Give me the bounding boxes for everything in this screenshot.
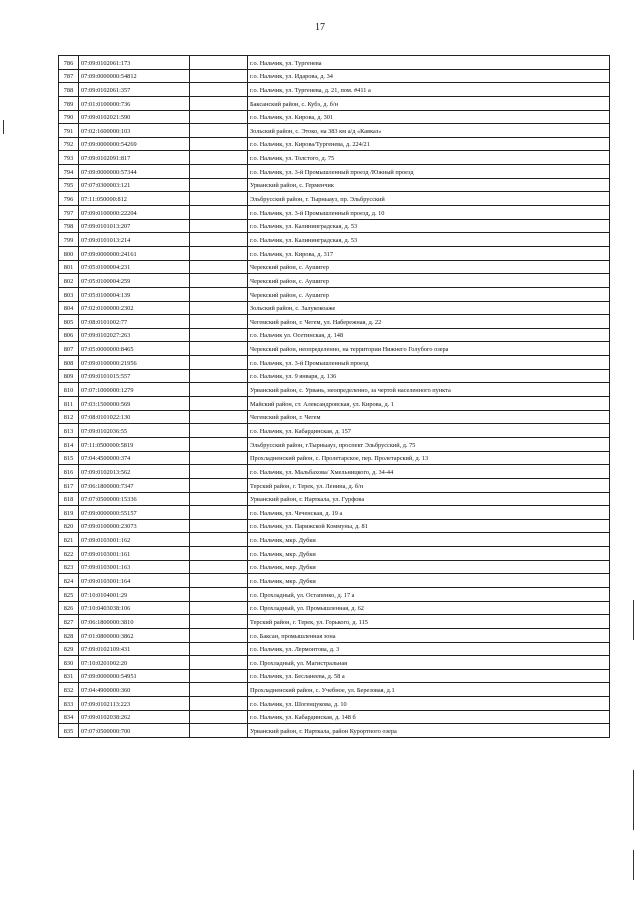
row-number: 834: [59, 710, 79, 724]
row-number: 830: [59, 656, 79, 670]
empty-cell: [190, 397, 248, 411]
table-row: [59, 260, 610, 274]
row-number: 832: [59, 683, 79, 697]
row-number: 800: [59, 246, 79, 260]
table-row: [59, 492, 610, 506]
table-row: [59, 574, 610, 588]
empty-cell: [190, 478, 248, 492]
empty-cell: [190, 301, 248, 315]
empty-cell: [190, 165, 248, 179]
table-row: [59, 124, 610, 138]
cadastral-number: 07:04:4900000:360: [79, 683, 190, 697]
table-row: [59, 274, 610, 288]
cadastral-number: 07:09:0102021:590: [79, 110, 190, 124]
table-row: [59, 219, 610, 233]
address: г.о. Баксан, промышленная зона: [248, 628, 610, 642]
row-number: 794: [59, 165, 79, 179]
cadastral-number: 07:09:0102038:262: [79, 710, 190, 724]
table-row: [59, 301, 610, 315]
address: г.о. Нальчик, ул. 3-й Промышленный проезд /Южный проезд: [248, 165, 610, 179]
cadastral-number: 07:09:0102109:431: [79, 642, 190, 656]
cadastral-number: 07:06:1800000:7347: [79, 478, 190, 492]
address: г.о. Прохладный, ул. Промышленная, д. 62: [248, 601, 610, 615]
address: г.о. Нальчик, ул. Лермонтова, д. 3: [248, 642, 610, 656]
empty-cell: [190, 710, 248, 724]
row-number: 813: [59, 424, 79, 438]
empty-cell: [190, 656, 248, 670]
address: г.о. Нальчик, ул. Идарова, д. 34: [248, 69, 610, 83]
address: г.о. Нальчик, ул. 3-й Промышленный проезд: [248, 356, 610, 370]
cadastral-number: 07:06:1800000:3810: [79, 615, 190, 629]
cadastral-number: 07:08:0101002:77: [79, 315, 190, 329]
row-number: 790: [59, 110, 79, 124]
row-number: 822: [59, 547, 79, 561]
empty-cell: [190, 287, 248, 301]
table-row: [59, 69, 610, 83]
empty-cell: [190, 315, 248, 329]
page-number: 17: [315, 22, 325, 33]
empty-cell: [190, 233, 248, 247]
row-number: 831: [59, 669, 79, 683]
row-number: 825: [59, 587, 79, 601]
address: г.о. Нальчик, ул. 9 января, д. 136: [248, 369, 610, 383]
row-number: 791: [59, 124, 79, 138]
address: Прохладненский район, с. Пролетарское, пер. Пролетарский, д. 13: [248, 451, 610, 465]
table-row: [59, 56, 610, 70]
row-number: 814: [59, 437, 79, 451]
cadastral-number: 07:09:0103001:162: [79, 533, 190, 547]
address: г.о. Нальчик ул. Осетинская, д. 148: [248, 328, 610, 342]
table-row: [59, 165, 610, 179]
margin-mark: [633, 770, 634, 830]
empty-cell: [190, 192, 248, 206]
row-number: 833: [59, 697, 79, 711]
address: Черекский район, неопределенно, на территории Нижнего Голубого озера: [248, 342, 610, 356]
empty-cell: [190, 465, 248, 479]
empty-cell: [190, 492, 248, 506]
row-number: 815: [59, 451, 79, 465]
cadastral-number: 07:10:0201002:20: [79, 656, 190, 670]
cadastral-number: 07:05:0000000:8465: [79, 342, 190, 356]
address: г.о. Прохладный, ул. Магистральная: [248, 656, 610, 670]
table-row: [59, 519, 610, 533]
table-row: [59, 287, 610, 301]
empty-cell: [190, 519, 248, 533]
cadastral-number: 07:09:0103001:161: [79, 547, 190, 561]
table-row: [59, 465, 610, 479]
table-row: [59, 356, 610, 370]
table-row: [59, 697, 610, 711]
row-number: 826: [59, 601, 79, 615]
address: г.о. Нальчик, мкр. Дубки: [248, 560, 610, 574]
cadastral-number: 07:03:1500000:569: [79, 397, 190, 411]
cadastral-number: 07:11:0500000:5819: [79, 437, 190, 451]
address: г.о. Нальчик, ул. Толстого, д. 75: [248, 151, 610, 165]
address: г.о. Нальчик, ул. Шогенцукова, д. 10: [248, 697, 610, 711]
address: Баксанский район, с. Кубэ, д. б/н: [248, 96, 610, 110]
table-row: [59, 451, 610, 465]
cadastral-number: 07:09:0103001:164: [79, 574, 190, 588]
empty-cell: [190, 328, 248, 342]
empty-cell: [190, 451, 248, 465]
table-row: [59, 233, 610, 247]
empty-cell: [190, 110, 248, 124]
row-number: 796: [59, 192, 79, 206]
address: г.о. Нальчик, ул. Тургенева, д. 21, пом. #411 а: [248, 83, 610, 97]
cadastral-number: 07:09:0000000:54269: [79, 137, 190, 151]
table-row: [59, 246, 610, 260]
cadastral-number: 07:09:0100000:22204: [79, 206, 190, 220]
address: Урванский район, с. Герменчик: [248, 178, 610, 192]
table-row: [59, 642, 610, 656]
cadastral-number: 07:07:1000000:1279: [79, 383, 190, 397]
address: г.о. Нальчик, ул. Бесланеева, д. 58 а: [248, 669, 610, 683]
address: г.о. Нальчик, мкр. Дубки: [248, 533, 610, 547]
address: Чегемский район, г. Чегем: [248, 410, 610, 424]
empty-cell: [190, 69, 248, 83]
cadastral-number: 07:09:0102113:223: [79, 697, 190, 711]
cadastral-number: 07:11:050000:812: [79, 192, 190, 206]
row-number: 806: [59, 328, 79, 342]
table-row: [59, 110, 610, 124]
empty-cell: [190, 206, 248, 220]
address: г.о. Нальчик, ул. 3-й Промышленный проезд, д. 10: [248, 206, 610, 220]
empty-cell: [190, 96, 248, 110]
address: Чегемский район, г. Чегем, ул. Набережная, д. 22: [248, 315, 610, 329]
empty-cell: [190, 574, 248, 588]
cadastral-number: 07:09:0000000:54951: [79, 669, 190, 683]
table-row: [59, 587, 610, 601]
row-number: 812: [59, 410, 79, 424]
cadastral-number: 07:09:0102027:263: [79, 328, 190, 342]
table-row: [59, 151, 610, 165]
address: г.о. Нальчик, ул. Кабардинская, д. 157: [248, 424, 610, 438]
row-number: 829: [59, 642, 79, 656]
empty-cell: [190, 724, 248, 738]
row-number: 818: [59, 492, 79, 506]
address: Черекский район, с. Аушигер: [248, 287, 610, 301]
empty-cell: [190, 683, 248, 697]
cadastral-number: 07:09:0102091:817: [79, 151, 190, 165]
cadastral-number: 07:09:0101013:207: [79, 219, 190, 233]
table-row: [59, 710, 610, 724]
row-number: 824: [59, 574, 79, 588]
address: г.о. Прохладный, ул. Остапенко, д. 17 а: [248, 587, 610, 601]
address: г.о. Нальчик, ул. Тургенева: [248, 56, 610, 70]
address: г.о. Нальчик, ул. Кабардинская, д. 148 б: [248, 710, 610, 724]
address: Черекский район, с. Аушигер: [248, 260, 610, 274]
table-row: [59, 397, 610, 411]
empty-cell: [190, 56, 248, 70]
table-row: [59, 328, 610, 342]
row-number: 803: [59, 287, 79, 301]
row-number: 805: [59, 315, 79, 329]
address: Урванский район, г. Нарткала, район Курортного озера: [248, 724, 610, 738]
empty-cell: [190, 178, 248, 192]
cadastral-number: 07:10:0104001:29: [79, 587, 190, 601]
table-row: [59, 560, 610, 574]
cadastral-number: 07:09:0101015:557: [79, 369, 190, 383]
row-number: 808: [59, 356, 79, 370]
empty-cell: [190, 533, 248, 547]
row-number: 786: [59, 56, 79, 70]
empty-cell: [190, 246, 248, 260]
empty-cell: [190, 342, 248, 356]
address: Терский район, г. Терек, ул. Горького, д. 115: [248, 615, 610, 629]
cadastral-number: 07:09:0103001:163: [79, 560, 190, 574]
table-row: [59, 383, 610, 397]
cadastral-number: 07:09:0100000:23073: [79, 519, 190, 533]
empty-cell: [190, 356, 248, 370]
address: Эльбрусский район, г. Тырныауз, пр. Эльбрусский: [248, 192, 610, 206]
cadastral-number: 07:09:0101013:214: [79, 233, 190, 247]
cadastral-number: 07:09:0102013:562: [79, 465, 190, 479]
address: Зольский район, с. Залукокоаже: [248, 301, 610, 315]
row-number: 823: [59, 560, 79, 574]
address: г.о. Нальчик, ул. Чеченская, д. 19 а: [248, 506, 610, 520]
table-row: [59, 206, 610, 220]
table-row: [59, 601, 610, 615]
row-number: 816: [59, 465, 79, 479]
empty-cell: [190, 410, 248, 424]
empty-cell: [190, 560, 248, 574]
cadastral-number: 07:05:0100004:139: [79, 287, 190, 301]
row-number: 835: [59, 724, 79, 738]
empty-cell: [190, 697, 248, 711]
empty-cell: [190, 369, 248, 383]
address: г.о. Нальчик, ул. Калининградская, д. 53: [248, 233, 610, 247]
empty-cell: [190, 437, 248, 451]
cadastral-number: 07:05:0100004:259: [79, 274, 190, 288]
cadastral-number: 07:09:0000000:57344: [79, 165, 190, 179]
address: Терский район, г. Терек, ул. Ленина, д. б/н: [248, 478, 610, 492]
table-row: [59, 424, 610, 438]
row-number: 799: [59, 233, 79, 247]
empty-cell: [190, 615, 248, 629]
address: Урванский район, г. Нарткала, ул. Гурфова: [248, 492, 610, 506]
table-row: [59, 533, 610, 547]
table-row: [59, 369, 610, 383]
address: Майский район, ст. Александровская, ул. Кирова, д. 1: [248, 397, 610, 411]
empty-cell: [190, 506, 248, 520]
cadastral-number: 07:04:4500000:374: [79, 451, 190, 465]
row-number: 793: [59, 151, 79, 165]
cadastral-number: 07:07:0300003:121: [79, 178, 190, 192]
address: г.о. Нальчик, ул. Мальбахова/ Хмельницкого, д. 34-44: [248, 465, 610, 479]
row-number: 817: [59, 478, 79, 492]
table-row: [59, 96, 610, 110]
row-number: 798: [59, 219, 79, 233]
cadastral-number: 07:01:0800000:3862: [79, 628, 190, 642]
address: г.о. Нальчик, ул. Парижской Коммуны, д. 81: [248, 519, 610, 533]
empty-cell: [190, 260, 248, 274]
address: г.о. Нальчик, ул. Кирова, д. 301: [248, 110, 610, 124]
address: г.о. Нальчик, мкр. Дубки: [248, 547, 610, 561]
cadastral-number: 07:09:0102036:55: [79, 424, 190, 438]
empty-cell: [190, 274, 248, 288]
row-number: 792: [59, 137, 79, 151]
empty-cell: [190, 547, 248, 561]
row-number: 820: [59, 519, 79, 533]
table-row: [59, 342, 610, 356]
table-row: [59, 656, 610, 670]
address: г.о. Нальчик, ул. Калининградская, д. 53: [248, 219, 610, 233]
cadastral-number: 07:05:0100004:231: [79, 260, 190, 274]
cadastral-number: 07:09:0000000:24161: [79, 246, 190, 260]
table-row: [59, 478, 610, 492]
table-row: [59, 315, 610, 329]
row-number: 801: [59, 260, 79, 274]
table-row: [59, 437, 610, 451]
address: г.о. Нальчик, ул. Кирова/Тургенева, д. 224/21: [248, 137, 610, 151]
empty-cell: [190, 383, 248, 397]
cadastral-number: 07:10:0403038:106: [79, 601, 190, 615]
empty-cell: [190, 642, 248, 656]
row-number: 811: [59, 397, 79, 411]
table-row: [59, 683, 610, 697]
empty-cell: [190, 83, 248, 97]
table-row: [59, 628, 610, 642]
registry-rows: [59, 56, 610, 738]
empty-cell: [190, 424, 248, 438]
cadastral-number: 07:02:1600000:103: [79, 124, 190, 138]
address: Урванский район, с. Урвань, неопределенно, за чертой населенного пункта: [248, 383, 610, 397]
row-number: 827: [59, 615, 79, 629]
row-number: 788: [59, 83, 79, 97]
cadastral-number: 07:09:0000000:54812: [79, 69, 190, 83]
cadastral-number: 07:09:0000000:55157: [79, 506, 190, 520]
table-row: [59, 506, 610, 520]
table-row: [59, 192, 610, 206]
row-number: 795: [59, 178, 79, 192]
empty-cell: [190, 151, 248, 165]
row-number: 789: [59, 96, 79, 110]
address: г.о. Нальчик, мкр. Дубки: [248, 574, 610, 588]
cadastral-number: 07:07:0500000:15336: [79, 492, 190, 506]
empty-cell: [190, 219, 248, 233]
row-number: 828: [59, 628, 79, 642]
cadastral-number: 07:08:0101022:130: [79, 410, 190, 424]
registry-table: [58, 55, 610, 738]
cadastral-number: 07:01:0100000:736: [79, 96, 190, 110]
margin-mark: [633, 850, 634, 880]
table-row: [59, 137, 610, 151]
address: Зольский район, с. Этоко, на 383 км а/д «Кавказ»: [248, 124, 610, 138]
row-number: 804: [59, 301, 79, 315]
table-row: [59, 724, 610, 738]
empty-cell: [190, 628, 248, 642]
table-row: [59, 547, 610, 561]
margin-mark: [3, 120, 4, 134]
cadastral-number: 07:09:0100000:21956: [79, 356, 190, 370]
row-number: 821: [59, 533, 79, 547]
address: Прохладненский район, с. Учебное, ул. Березовая, д.1: [248, 683, 610, 697]
empty-cell: [190, 669, 248, 683]
table-row: [59, 615, 610, 629]
row-number: 810: [59, 383, 79, 397]
row-number: 809: [59, 369, 79, 383]
row-number: 797: [59, 206, 79, 220]
row-number: 787: [59, 69, 79, 83]
empty-cell: [190, 601, 248, 615]
table-row: [59, 410, 610, 424]
row-number: 819: [59, 506, 79, 520]
empty-cell: [190, 124, 248, 138]
address: г.о. Нальчик, ул. Кирова, д. 317: [248, 246, 610, 260]
cadastral-number: 07:09:0102061:357: [79, 83, 190, 97]
row-number: 802: [59, 274, 79, 288]
cadastral-number: 07:02:0100000:2302: [79, 301, 190, 315]
table-row: [59, 669, 610, 683]
empty-cell: [190, 587, 248, 601]
margin-mark: [633, 600, 634, 640]
address: Черекский район, с. Аушигер: [248, 274, 610, 288]
row-number: 807: [59, 342, 79, 356]
cadastral-number: 07:09:0102061:173: [79, 56, 190, 70]
cadastral-number: 07:07:0500000:700: [79, 724, 190, 738]
address: Эльбрусский район, г.Тырныауз, проспект Эльбрусский, д. 75: [248, 437, 610, 451]
table-row: [59, 83, 610, 97]
table-row: [59, 178, 610, 192]
empty-cell: [190, 137, 248, 151]
